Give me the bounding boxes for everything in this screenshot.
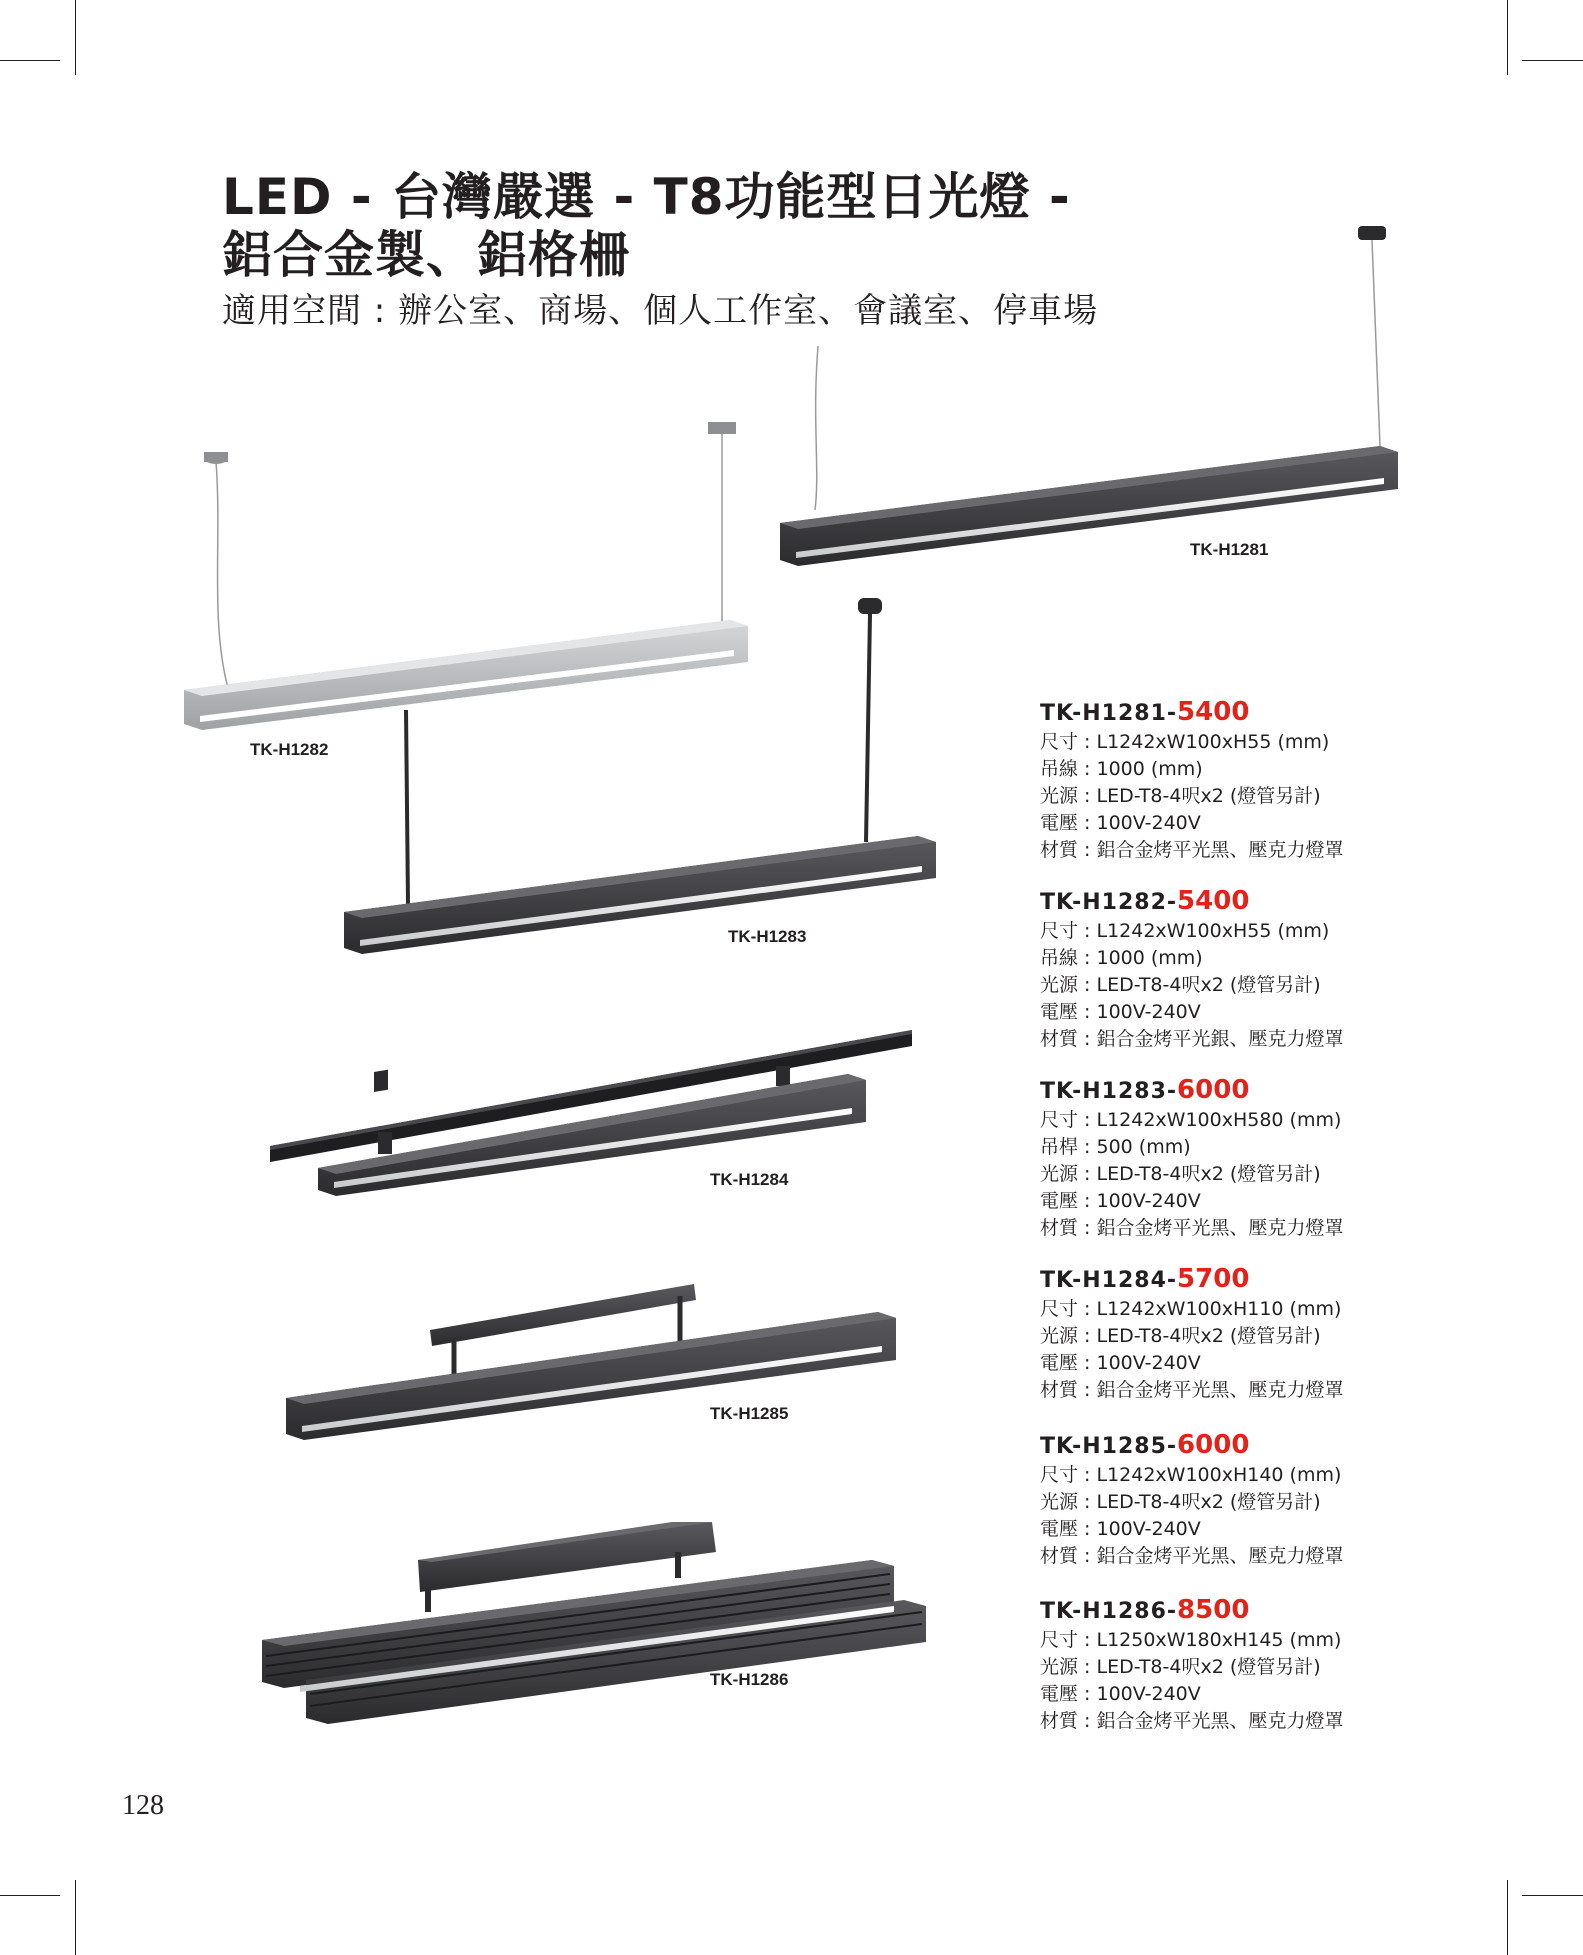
spec-line: 吊線 : 1000 (mm)	[1040, 947, 1203, 969]
page-number: 128	[122, 1790, 164, 1821]
model-number: TK-H1286-	[1040, 1599, 1178, 1624]
price: 5400	[1177, 886, 1250, 916]
figure-label-h1284: TK-H1284	[710, 1170, 789, 1189]
spec-block-h1285	[1040, 1430, 1560, 1570]
fixture-h1281-illustration	[780, 226, 1398, 566]
fixture-h1284-illustration	[270, 1030, 912, 1196]
spec-block-h1282	[1040, 886, 1560, 1053]
spec-line: 光源 : LED-T8-4呎x2 (燈管另計)	[1040, 974, 1321, 996]
price: 8500	[1177, 1595, 1250, 1625]
spec-heading	[1040, 886, 1560, 918]
spec-line: 光源 : LED-T8-4呎x2 (燈管另計)	[1040, 1163, 1321, 1185]
spec-line: 電壓 : 100V-240V	[1040, 1190, 1201, 1212]
page-title-line-1: LED - 台灣嚴選 - T8功能型日光燈 -	[222, 168, 1071, 226]
spec-line: 吊桿 : 500 (mm)	[1040, 1136, 1191, 1158]
spec-block-h1283	[1040, 1075, 1560, 1242]
spec-line: 電壓 : 100V-240V	[1040, 1352, 1201, 1374]
spec-line: 尺寸 : L1242xW100xH140 (mm)	[1040, 1464, 1342, 1486]
spec-block-h1284	[1040, 1264, 1560, 1404]
figure-label-h1286: TK-H1286	[710, 1670, 789, 1689]
spec-heading	[1040, 1075, 1560, 1107]
spec-line: 光源 : LED-T8-4呎x2 (燈管另計)	[1040, 1325, 1321, 1347]
spec-line: 電壓 : 100V-240V	[1040, 1518, 1201, 1540]
spec-line: 光源 : LED-T8-4呎x2 (燈管另計)	[1040, 785, 1321, 807]
spec-line: 材質 : 鋁合金烤平光黑、壓克力燈罩	[1040, 839, 1344, 861]
fixture-h1282-illustration	[184, 422, 748, 730]
figure-label-h1282: TK-H1282	[250, 740, 329, 759]
spec-line: 材質 : 鋁合金烤平光黑、壓克力燈罩	[1040, 1379, 1344, 1401]
price: 5700	[1177, 1264, 1250, 1294]
spec-line: 尺寸 : L1250xW180xH145 (mm)	[1040, 1629, 1342, 1651]
spec-line: 電壓 : 100V-240V	[1040, 812, 1201, 834]
spec-heading	[1040, 697, 1560, 729]
spec-block-h1281	[1040, 697, 1560, 864]
fixture-h1286-illustration	[262, 1522, 926, 1724]
fixture-h1285-illustration	[286, 1284, 896, 1440]
spec-line: 吊線 : 1000 (mm)	[1040, 758, 1203, 780]
price: 6000	[1177, 1075, 1250, 1105]
spec-line: 材質 : 鋁合金烤平光黑、壓克力燈罩	[1040, 1217, 1344, 1239]
figure-label-h1285: TK-H1285	[710, 1404, 789, 1423]
model-number: TK-H1283-	[1040, 1079, 1178, 1104]
spec-line: 材質 : 鋁合金烤平光黑、壓克力燈罩	[1040, 1710, 1344, 1732]
figure-label-h1281: TK-H1281	[1190, 540, 1269, 559]
spec-block-h1286	[1040, 1595, 1560, 1735]
page-title-line-2: 鋁合金製、鋁格柵	[222, 226, 630, 284]
spec-line: 材質 : 鋁合金烤平光黑、壓克力燈罩	[1040, 1545, 1344, 1567]
spec-line: 電壓 : 100V-240V	[1040, 1683, 1201, 1705]
model-number: TK-H1282-	[1040, 890, 1178, 915]
spec-line: 電壓 : 100V-240V	[1040, 1001, 1201, 1023]
model-number: TK-H1285-	[1040, 1434, 1178, 1459]
price: 6000	[1177, 1430, 1250, 1460]
spec-line: 尺寸 : L1242xW100xH55 (mm)	[1040, 920, 1330, 942]
spec-heading	[1040, 1595, 1560, 1627]
figure-label-h1283: TK-H1283	[728, 927, 807, 946]
page-subtitle: 適用空間 : 辦公室、商場、個人工作室、會議室、停車場	[222, 291, 1099, 331]
spec-heading	[1040, 1264, 1560, 1296]
spec-line: 光源 : LED-T8-4呎x2 (燈管另計)	[1040, 1491, 1321, 1513]
spec-line: 材質 : 鋁合金烤平光銀、壓克力燈罩	[1040, 1028, 1344, 1050]
price: 5400	[1177, 697, 1250, 727]
spec-heading	[1040, 1430, 1560, 1462]
model-number: TK-H1281-	[1040, 701, 1178, 726]
spec-line: 尺寸 : L1242xW100xH580 (mm)	[1040, 1109, 1342, 1131]
spec-line: 尺寸 : L1242xW100xH110 (mm)	[1040, 1298, 1342, 1320]
model-number: TK-H1284-	[1040, 1268, 1178, 1293]
spec-line: 光源 : LED-T8-4呎x2 (燈管另計)	[1040, 1656, 1321, 1678]
spec-line: 尺寸 : L1242xW100xH55 (mm)	[1040, 731, 1330, 753]
